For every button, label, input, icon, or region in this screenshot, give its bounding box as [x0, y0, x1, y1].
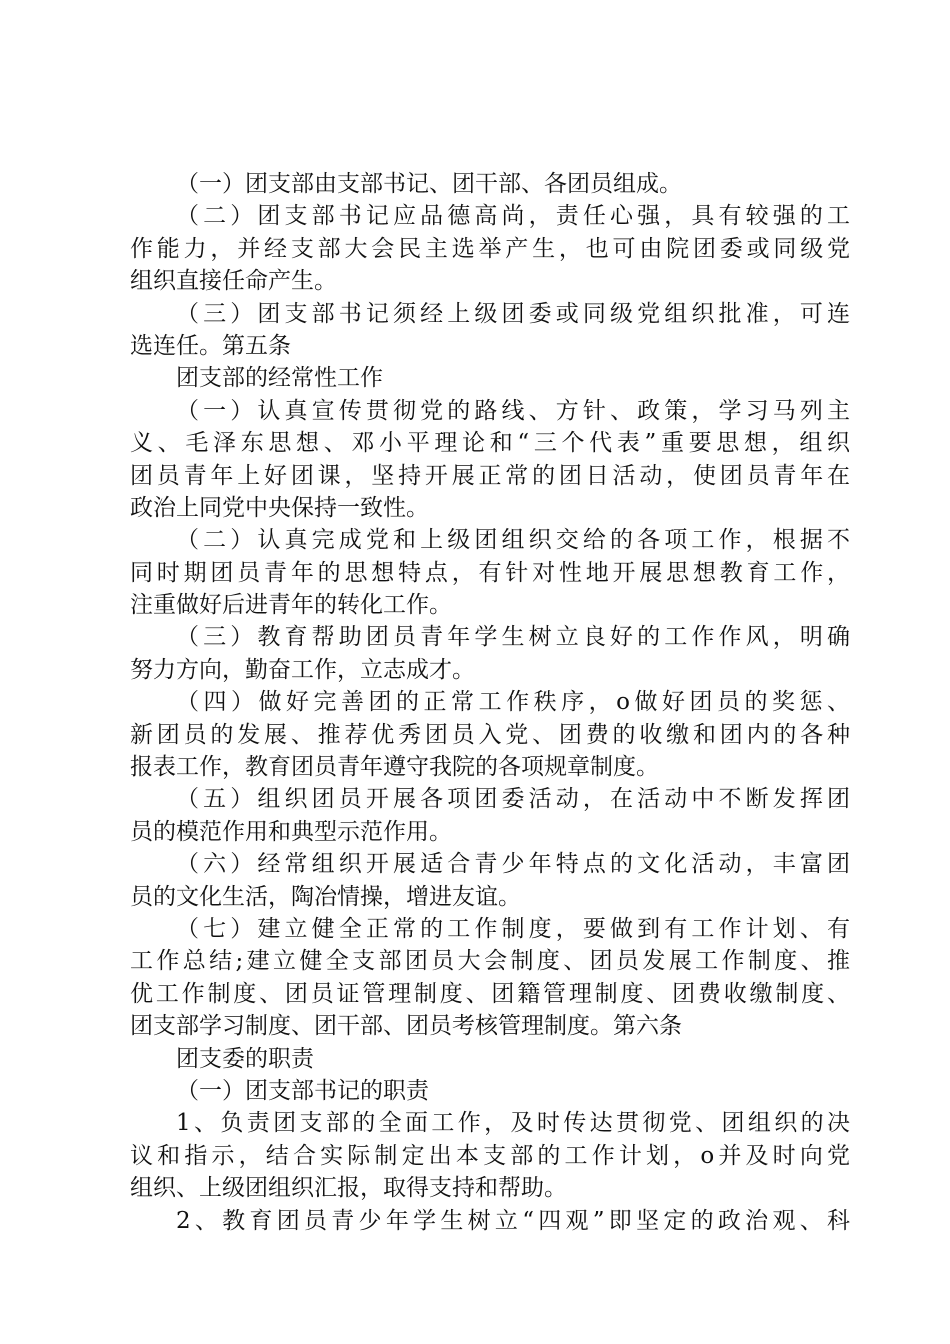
document-line: 组织直接任命产生。: [130, 268, 337, 295]
document-line: 同时期团员青年的思想特点，有针对性地开展思想教育工作，: [130, 559, 850, 586]
document-line: （三）团支部书记须经上级团委或同级党组织批准，可连: [176, 300, 850, 327]
document-line: 努力方向，勤奋工作，立志成才。: [130, 656, 475, 683]
document-line: （一）团支部由支部书记、团干部、各团员组成。: [176, 171, 682, 197]
document-line: 工作总结;建立健全支部团员大会制度、团员发展工作制度、推: [130, 948, 850, 975]
document-line: （五）组织团员开展各项团委活动，在活动中不断发挥团: [176, 786, 850, 813]
document-line: 员的模范作用和典型示范作用。: [130, 818, 452, 845]
document-line: （三）教育帮助团员青年学生树立良好的工作作风，明确: [176, 624, 850, 651]
document-line: 团支委的职责: [176, 1045, 314, 1072]
document-line: 议和指示，结合实际制定出本支部的工作计划，o并及时向党: [130, 1142, 850, 1169]
document-line: 注重做好后进青年的转化工作。: [130, 592, 452, 619]
document-line: （四）做好完善团的正常工作秩序，o做好团员的奖惩、: [176, 689, 850, 716]
document-line: 2、教育团员青少年学生树立“四观”即坚定的政治观、科: [176, 1207, 850, 1234]
document-line: （六）经常组织开展适合青少年特点的文化活动，丰富团: [176, 851, 850, 878]
document-line: （七）建立健全正常的工作制度，要做到有工作计划、有: [176, 915, 850, 942]
document-body: [130, 168, 850, 1237]
document-line: （二）团支部书记应品德高尚，责任心强，具有较强的工: [176, 203, 850, 230]
document-line: 组织、上级团组织汇报，取得支持和帮助。: [130, 1175, 567, 1202]
document-line: 团员青年上好团课，坚持开展正常的团日活动，使团员青年在: [130, 462, 850, 489]
document-line: 团支部学习制度、团干部、团员考核管理制度。第六条: [130, 1013, 682, 1040]
document-line: （一）认真宣传贯彻党的路线、方针、政策，学习马列主: [176, 397, 850, 424]
document-line: （一）团支部书记的职责: [176, 1077, 429, 1104]
document-line: 优工作制度、团员证管理制度、团籍管理制度、团费收缴制度、: [130, 980, 850, 1007]
document-line: 义、毛泽东思想、邓小平理论和“三个代表”重要思想，组织: [130, 430, 850, 457]
document-line: 报表工作，教育团员青年遵守我院的各项规章制度。: [130, 754, 659, 781]
document-line: 员的文化生活，陶冶情操，增进友谊。: [130, 883, 521, 910]
document-line: （二）认真完成党和上级团组织交给的各项工作，根据不: [176, 527, 850, 554]
document-line: 团支部的经常性工作: [176, 365, 383, 392]
document-line: 政治上同党中央保持一致性。: [130, 494, 429, 521]
document-line: 1、负责团支部的全面工作，及时传达贯彻党、团组织的决: [176, 1110, 850, 1137]
document-line: 新团员的发展、推荐优秀团员入党、团费的收缴和团内的各种: [130, 721, 850, 748]
document-line: 作能力，并经支部大会民主选举产生，也可由院团委或同级党: [130, 235, 850, 262]
document-line: 选连任。第五条: [130, 332, 291, 359]
